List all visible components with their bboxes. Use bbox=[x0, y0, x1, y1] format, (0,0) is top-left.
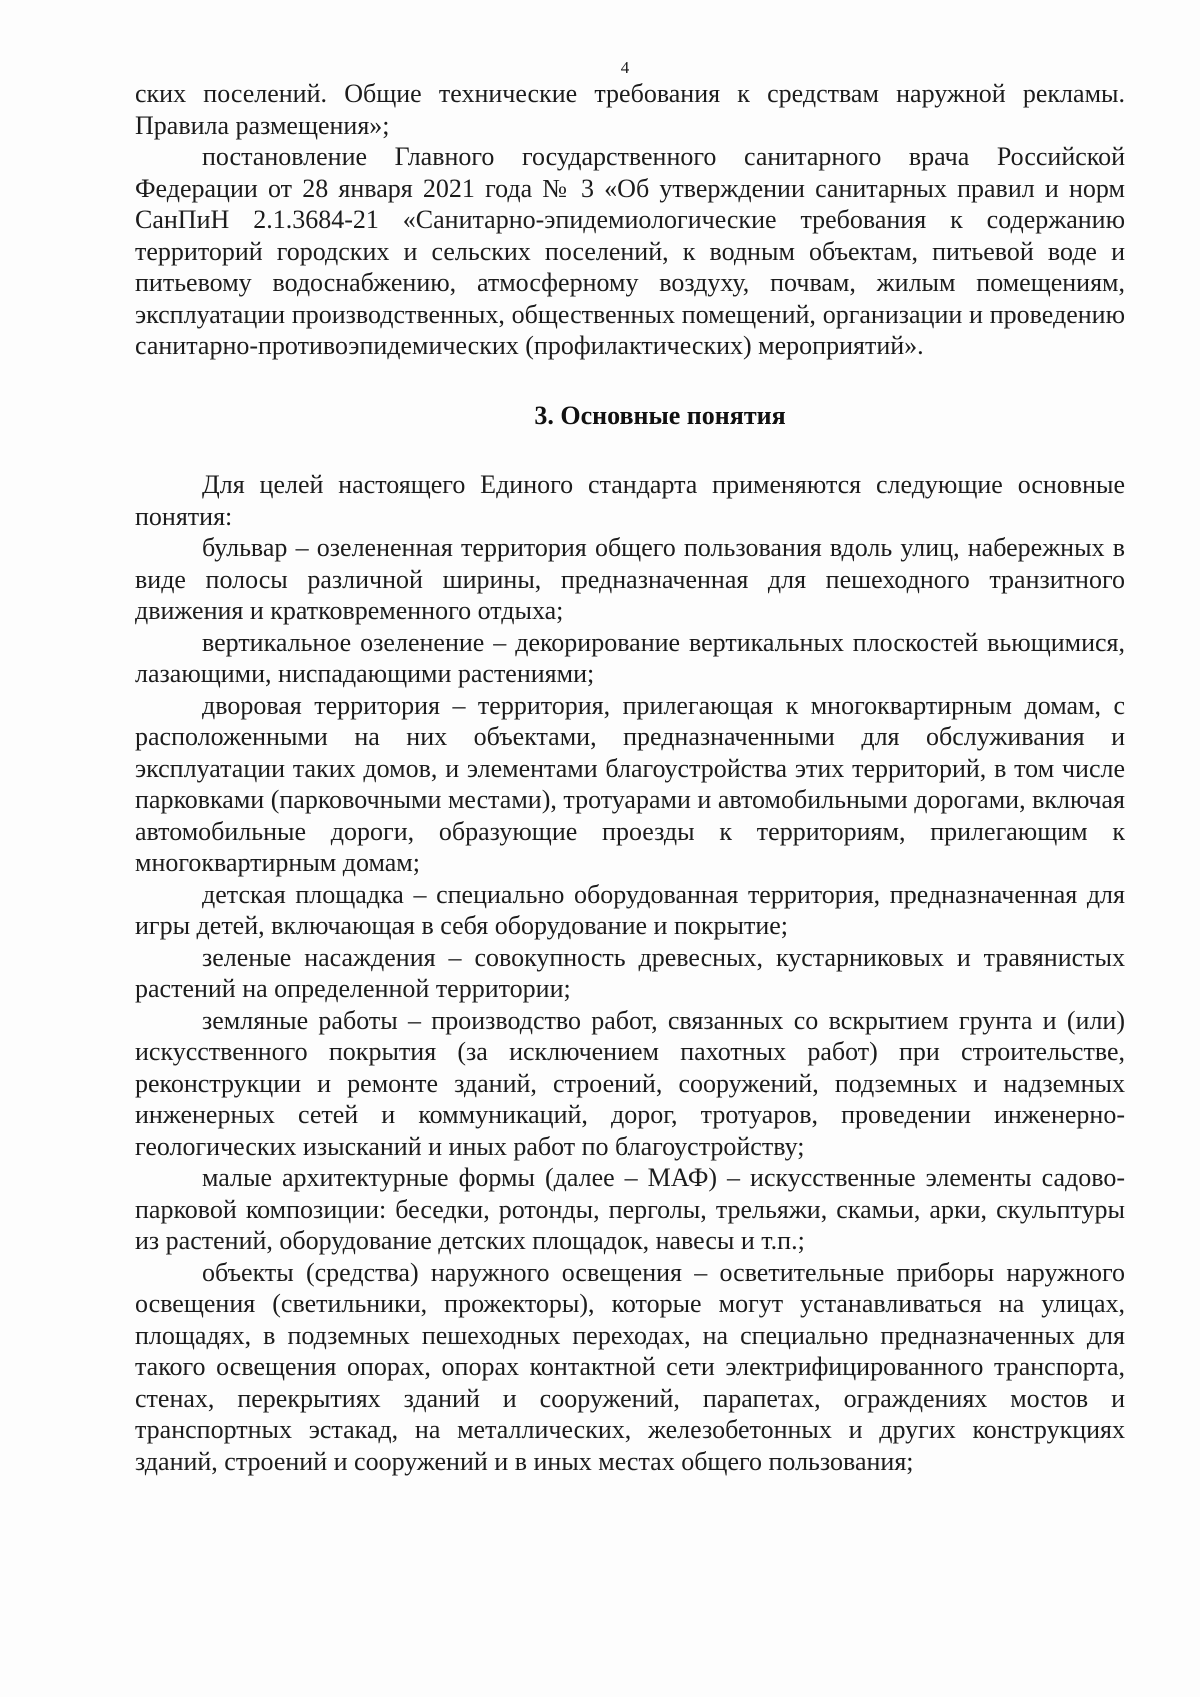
paragraph: бульвар – озелененная территория общего пользования вдоль улиц, набережных в виде полосы различной ширины, предназначенная для пешеходного транзитного движения и кратковременного отдыха; bbox=[135, 533, 1125, 625]
paragraphs-before bbox=[135, 78, 1125, 362]
paragraphs-after bbox=[135, 469, 1125, 1477]
paragraph: земляные работы – производство работ, связанных со вскрытием грунта и (или) искусственного покрытия (за исключением пахотных работ) при строительстве, реконструкции и ремонте зданий, строений, сооружений, подземных и надземных инженерных сетей и коммуникаций, дорог, тротуаров, проведении инженерно-геологических изысканий и иных работ по благоустройству; bbox=[135, 1005, 1125, 1161]
document-body bbox=[135, 78, 1125, 1477]
paragraph: малые архитектурные формы (далее – МАФ) – искусственные элементы садово-парковой композиции: беседки, ротонды, перголы, трельяжи, скамьи, арки, скульптуры из растений, оборудование детских площадок, навесы и т.п.; bbox=[135, 1163, 1125, 1255]
paragraph: объекты (средства) наружного освещения – осветительные приборы наружного освещения (светильники, прожекторы), которые могут устанавливаться на улицах, площадях, в подземных пешеходных переходах, на специально предназначенных для такого освещения опорах, опорах контактной сети электрифицированного транспорта, стенах, перекрытиях зданий и сооружений, парапетах, ограждениях мостов и транспортных эстакад, на металлических, железобетонных и других конструкциях зданий, строений и сооружений и в иных местах общего пользования; bbox=[135, 1257, 1125, 1476]
paragraph: постановление Главного государственного санитарного врача Российской Федерации от 28 января 2021 года № 3 «Об утверждении санитарных правил и норм СанПиН 2.1.3684-21 «Санитарно-эпидемиологические требования к содержанию территорий городских и сельских поселений, к водным объектам, питьевой воде и питьевому водоснабжению, атмосферному воздуху, почвам, жилым помещениям, эксплуатации производственных, общественных помещений, организации и проведению санитарно-противоэпидемических (профилактических) мероприятий». bbox=[135, 142, 1125, 360]
page-number: 4 bbox=[620, 58, 630, 77]
paragraph: зеленые насаждения – совокупность древесных, кустарниковых и травянистых растений на определенной территории; bbox=[135, 942, 1125, 1003]
paragraph: вертикальное озеленение – декорирование вертикальных плоскостей вьющимися, лазающими, ниспадающими растениями; bbox=[135, 627, 1125, 688]
paragraph: детская площадка – специально оборудованная территория, предназначенная для игры детей, включающая в себя оборудование и покрытие; bbox=[135, 879, 1125, 940]
paragraph: ских поселений. Общие технические требования к средствам наружной рекламы. Правила размещения»; bbox=[135, 79, 1125, 140]
section-title: 3. Основные понятия bbox=[534, 400, 786, 430]
paragraph: дворовая территория – территория, прилегающая к многоквартирным домам, с расположенными на них объектами, предназначенными для обслуживания и эксплуатации таких домов, и элементами благоустройства этих территорий, в том числе парковками (парковочными местами), тротуарами и автомобильными дорогами, включая автомобильные дороги, образующие проезды к территориям, прилегающим к многоквартирным домам; bbox=[135, 690, 1125, 877]
paragraph: Для целей настоящего Единого стандарта применяются следующие основные понятия: bbox=[135, 470, 1125, 531]
